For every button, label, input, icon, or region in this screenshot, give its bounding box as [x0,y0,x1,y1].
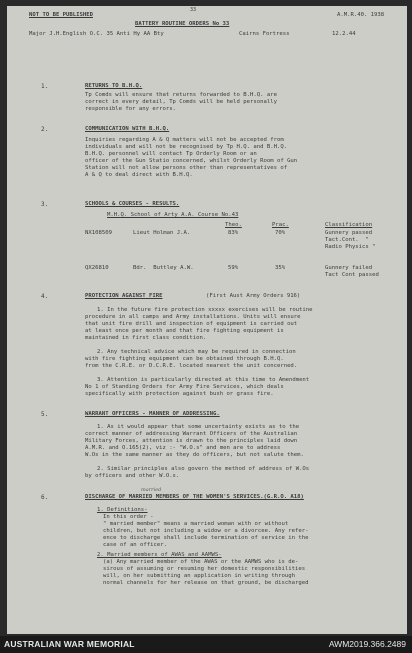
archive-name: AUSTRALIAN WAR MEMORIAL [4,639,135,649]
section-number: 3. [41,201,49,208]
section-text: " married member" means a married woman with or without [103,521,289,527]
section-text: sirous of assuming or resuming her domestic responsibilities [103,566,306,572]
section-text: correct in every detail, Tp Comds will be held personally [85,99,277,105]
handwritten-annotation: married [141,487,162,493]
section-text: ence to discharge shall include termination of service in the [103,535,309,541]
classification-line: Tact.Cont. " [325,237,369,243]
order-date: 12.2.44 [332,31,356,37]
section-text: case of an officer. [103,542,167,548]
section-text: individuals and will not be recognised by Tp H.Q. and B.H.Q. [85,144,288,150]
subsection-heading: 2. Married members of AWAS and AAMWS- [97,552,222,558]
section-text: 2. Any technical advice which may be required in connection [97,349,296,355]
section-text: by officers and other W.O.s. [85,473,180,479]
col-header-practical: Prac. [272,222,289,228]
member-id: NX108509 [85,230,112,236]
section-heading: DISCHARGE OF MARRIED MEMBERS OF THE WOMEN'S SERVICES.(G.R.O. A18) [85,494,304,500]
section-text: with fire fighting equipment can be obtained through B.H.Q. [85,356,284,362]
section-text: Military Forces, attention is drawn to the principles laid down [85,438,298,444]
section-text: A.M.R. and O.165(2), viz :- "W.O.s" and men are to address [85,445,281,451]
section-text: responsible for any errors. [85,106,176,112]
section-text: A & Q to deal direct with B.H.Q. [85,172,193,178]
section-number: 4. [41,293,49,300]
section-number: 6. [41,494,49,501]
reference-number: A.M.R.40. 1938 [337,12,385,18]
classification-line: Gunnery failed [325,265,373,271]
section-text: 1. In the future fire protection xxxxx exercises will be routine [97,307,313,313]
section-text: W.Os in the same manner as they do officers, but not salute them. [85,452,304,458]
section-text: 3. Attention is particularly directed at this time to Amendment [97,377,310,383]
section-text: from the C.R.E. or D.C.R.E. located nearest the unit concerned. [85,363,298,369]
member-name: Lieut Holman J.A. [133,230,191,236]
section-text: maintained in first class condition. [85,335,207,341]
practical-score: 35% [275,265,286,271]
commander: Major J.H.English O.C. 35 Anti Hy AA Bty [29,31,164,37]
section-text: 2. Similar principles also govern the method of address of W.Os [97,466,310,472]
section-text: 1. As it would appear that some uncertainty exists as to the [97,424,300,430]
section-number: 5. [41,411,49,418]
section-text: specifically with protection against bush or grass fire. [85,391,274,397]
section-text: children, but not including a widow or a divorcee. Any refer- [103,528,309,534]
classification-line: Tact Cont passed [325,272,379,278]
document-page [7,6,407,634]
classification-line: Gunnery passed [325,230,373,236]
location: Cairns Fortress [239,31,290,37]
section-text: that unit fire drill and inspection of equipment is carried out [85,321,298,327]
section-text: B.H.Q. personnel will contact Tp Orderly Room or an [85,151,257,157]
page-number: 33 [190,7,197,13]
section-heading-suffix: (First Aust Army Orders 916) [206,293,301,299]
col-header-classification: Classification [325,222,373,228]
section-heading: RETURNS TO B.H.Q. [85,83,143,89]
archive-reference: AWM2019.366.2489 [328,639,406,649]
archive-footer [0,636,412,653]
member-id: QX26810 [85,265,109,271]
subsection-heading: 1. Definitions- [97,507,148,513]
section-text: Inquiries regarding A & Q matters will not be accepted from [85,137,284,143]
section-text: In this order - [103,514,154,520]
section-text: Station will not allow persons other than representatives of [85,165,288,171]
section-text: procedure in all camps and Army installations. Units will ensure [85,314,301,320]
section-text: at least once per month and that fire fighting equipment is [85,328,284,334]
classification-marking: NOT TO BE PUBLISHED [29,12,93,18]
theory-score: 59% [228,265,239,271]
section-heading: PROTECTION AGAINST FIRE [85,293,163,299]
section-text: will, on her submitting an application in writing through [103,573,295,579]
member-name: Bdr. Buttley A.W. [133,265,194,271]
document-title: BATTERY ROUTINE ORDERS No 33 [135,21,230,27]
section-text: No 1 of Standing Orders for Army Fire Services, which deals [85,384,284,390]
col-header-theory: Theo. [225,222,242,228]
classification-line: Radio Physics " [325,244,376,250]
section-text: officer of the Gun Statio concerned, whilst Orderly Room of Gun [85,158,298,164]
practical-score: 70% [275,230,286,236]
section-text: Tp Comds will ensure that returns forwarded to B.H.Q. are [85,92,277,98]
theory-score: 83% [228,230,239,236]
section-heading: WARRANT OFFICERS - MANNER OF ADDRESSING. [85,411,220,417]
section-text: normal channels for her release on that ground, be discharged [103,580,309,586]
section-text: correct manner of addressing Warrant Officers of the Australian [85,431,298,437]
section-text: (a) Any married member of the AWAS or the AAMWS who is de- [103,559,299,565]
section-number: 2. [41,126,49,133]
section-heading: COMMUNICATION WITH B.H.Q. [85,126,170,132]
section-number: 1. [41,83,49,90]
section-heading: SCHOOLS & COURSES - RESULTS. [85,201,180,207]
course-name: M.H.Q. School of Arty A.A. Course No.43 [107,212,239,218]
